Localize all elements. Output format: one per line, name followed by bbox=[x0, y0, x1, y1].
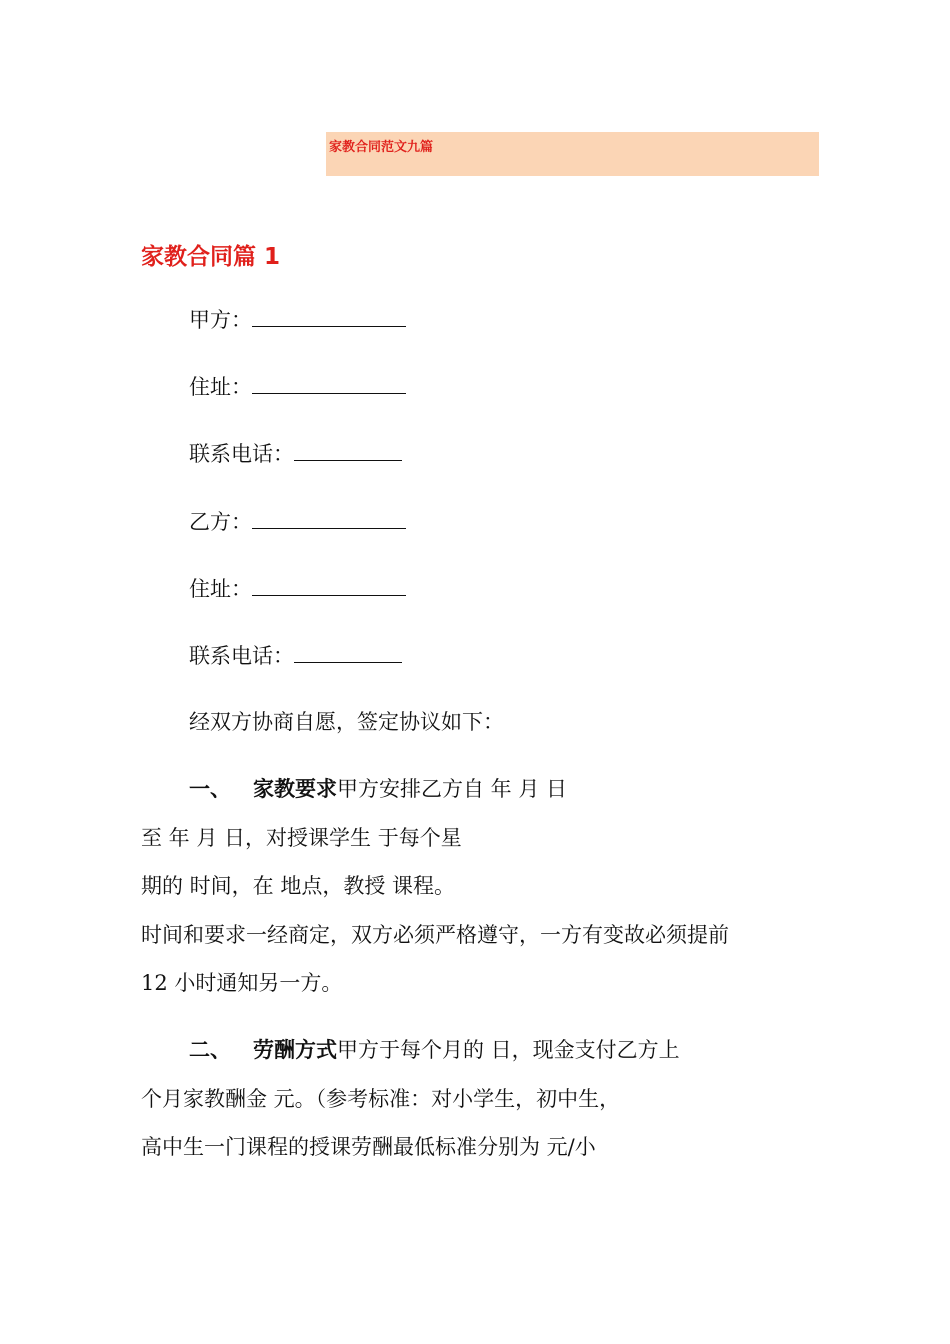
blank-line bbox=[252, 506, 406, 529]
field-label: 联系电话： bbox=[189, 442, 294, 466]
field-phone-b bbox=[189, 640, 402, 671]
section1-first-line bbox=[189, 774, 567, 804]
document-title-banner bbox=[326, 132, 819, 176]
field-phone-a bbox=[189, 438, 402, 469]
section1-number: 一、 bbox=[189, 777, 231, 801]
section2-line: 个月家教酬金 元。（参考标准：对小学生，初中生， bbox=[141, 1087, 621, 1111]
field-address-a bbox=[189, 371, 406, 402]
field-address-b bbox=[189, 573, 406, 604]
section2-number: 二、 bbox=[189, 1038, 231, 1062]
section1-title: 家教要求 bbox=[253, 777, 337, 801]
section-heading: 家教合同篇 1 bbox=[141, 244, 281, 270]
field-label: 住址： bbox=[189, 375, 252, 399]
intro-text: 经双方协商自愿，签定协议如下： bbox=[189, 710, 504, 734]
blank-line bbox=[252, 371, 406, 394]
document-title: 家教合同范文九篇 bbox=[329, 140, 434, 155]
section2-line: 高中生一门课程的授课劳酬最低标准分别为 元/小 bbox=[141, 1135, 596, 1159]
field-label: 乙方： bbox=[189, 510, 252, 534]
field-party-b bbox=[189, 506, 406, 537]
blank-line bbox=[294, 640, 402, 663]
section2-title: 劳酬方式 bbox=[253, 1038, 337, 1062]
section1-line: 期的 时间，在 地点，教授 课程。 bbox=[141, 874, 456, 898]
field-label: 甲方： bbox=[189, 308, 252, 332]
section1-line: 时间和要求一经商定，双方必须严格遵守，一方有变故必须提前 bbox=[141, 923, 729, 947]
field-party-a bbox=[189, 304, 406, 335]
section1-line: 至 年 月 日，对授课学生 于每个星 bbox=[141, 826, 462, 850]
field-label: 联系电话： bbox=[189, 644, 294, 668]
section1-line: 12 小时通知另一方。 bbox=[141, 971, 343, 995]
field-label: 住址： bbox=[189, 577, 252, 601]
blank-line bbox=[294, 438, 402, 461]
blank-line bbox=[252, 573, 406, 596]
section2-first-line bbox=[189, 1035, 680, 1065]
section2-text: 甲方于每个月的 日，现金支付乙方上 bbox=[337, 1038, 680, 1062]
blank-line bbox=[252, 304, 406, 327]
section1-text: 甲方安排乙方自 年 月 日 bbox=[337, 777, 568, 801]
